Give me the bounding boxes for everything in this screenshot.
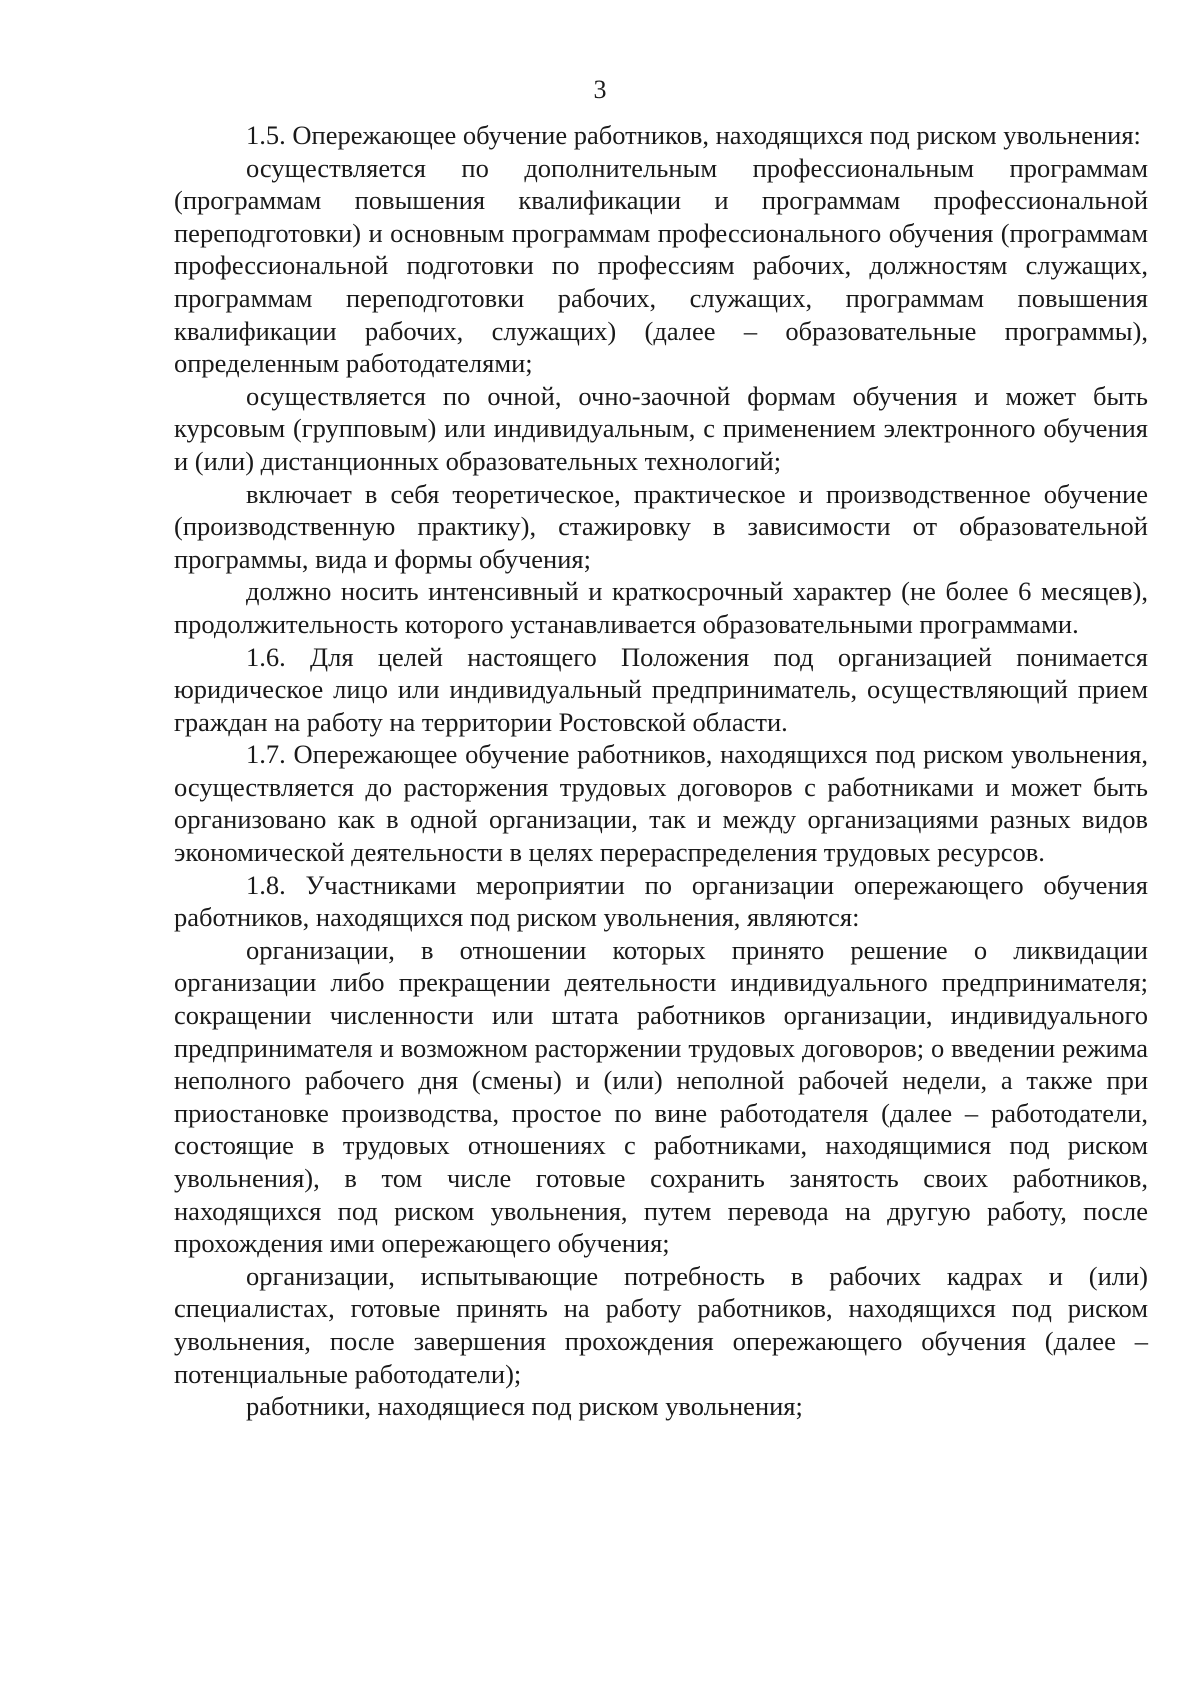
page-number: 3 bbox=[593, 75, 607, 104]
document-body bbox=[174, 119, 1148, 1423]
paragraph-programs: осуществляется по дополнительным профессиональным программам (программам повышения квалификации и программам профессиональной переподготовки) и основным программам профессионального обучения (программам профессиональной подготовки по профессиям рабочих, должностям служащих, программам переподготовки рабочих, служащих, программам повышения квалификации рабочих, служащих) (далее – образовательные программы), определенным работодателями; bbox=[174, 152, 1148, 379]
paragraph-potential-employers: организации, испытывающие потребность в рабочих кадрах и (или) специалистах, готовые принять на работу работников, находящихся под риском увольнения, после завершения прохождения опережающего обучения (далее – потенциальные работодатели); bbox=[174, 1260, 1148, 1389]
paragraph-workers: работники, находящиеся под риском увольнения; bbox=[246, 1391, 803, 1422]
paragraph-1-7: 1.7. Опережающее обучение работников, находящихся под риском увольнения, осуществляется до расторжения трудовых договоров с работниками и может быть организовано как в одной организации, так и между организациями разных видов экономической деятельности в целях перераспределения трудовых ресурсов. bbox=[174, 739, 1148, 868]
paragraph-1-8: 1.8. Участниками мероприятии по организации опережающего обучения работников, находящихся под риском увольнения, являются: bbox=[174, 869, 1148, 933]
paragraph-forms: осуществляется по очной, очно-заочной формам обучения и может быть курсовым (групповым) или индивидуальным, с применением электронного обучения и (или) дистанционных образовательных технологий; bbox=[174, 380, 1148, 476]
paragraph-duration: должно носить интенсивный и краткосрочный характер (не более 6 месяцев), продолжительность которого устанавливается образовательными программами. bbox=[174, 576, 1148, 639]
paragraph-employers: организации, в отношении которых принято решение о ликвидации организации либо прекращении деятельности индивидуального предпринимателя; сокращении численности или штата работников организации, индивидуального предпринимателя и возможном расторжении трудовых договоров; о введении режима неполного рабочего дня (смены) и (или) неполной рабочей недели, а также при приостановке производства, простое по вине работодателя (далее – работодатели, состоящие в трудовых отношениях с работниками, находящимися под риском увольнения), в том числе готовые сохранить занятость своих работников, находящихся под риском увольнения, путем перевода на другую работу, после прохождения ими опережающего обучения; bbox=[174, 934, 1148, 1259]
paragraph-includes: включает в себя теоретическое, практическое и производственное обучение (производственную практику), стажировку в зависимости от образовательной программы, вида и формы обучения; bbox=[174, 478, 1148, 574]
paragraph-1-6: 1.6. Для целей настоящего Положения под организацией понимается юридическое лицо или индивидуальный предприниматель, осуществляющий прием граждан на работу на территории Ростовской области. bbox=[174, 641, 1148, 737]
paragraph-1-5: 1.5. Опережающее обучение работников, находящихся под риском увольнения: bbox=[246, 120, 1141, 150]
